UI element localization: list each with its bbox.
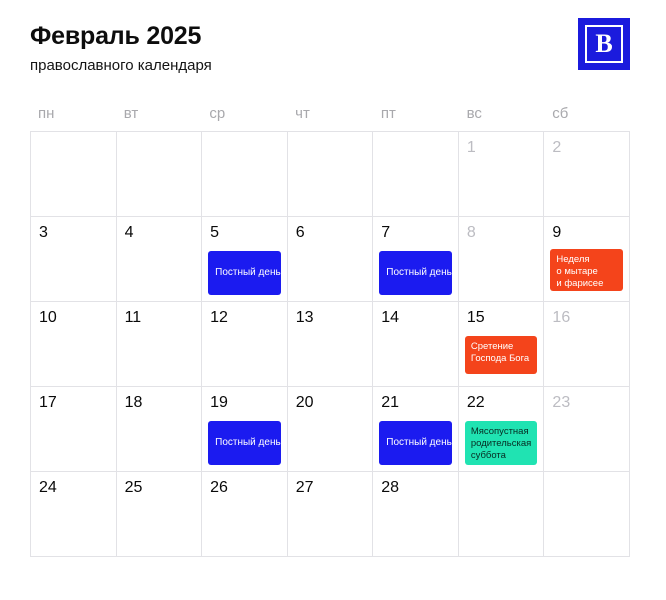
day-number: 24 (39, 478, 57, 496)
calendar-day-cell[interactable] (117, 472, 203, 557)
day-number: 27 (295, 478, 314, 496)
calendar-event-line: Господа Бога (470, 352, 530, 364)
calendar-event-line: Постный день (215, 266, 281, 278)
day-number: 23 (552, 393, 571, 411)
day-number: 15 (466, 308, 485, 326)
weekday-label: вт (123, 104, 139, 122)
day-number: 21 (381, 393, 400, 411)
day-number: 3 (39, 223, 48, 241)
weekday-label: сб (552, 104, 569, 122)
calendar-day-cell[interactable] (288, 387, 374, 472)
calendar-day-cell[interactable] (373, 387, 459, 472)
brand-logo-letter: В (595, 29, 613, 58)
calendar-event-line: Мясопустная (470, 425, 529, 437)
calendar-day-cell[interactable] (544, 387, 630, 472)
day-number: 19 (210, 393, 228, 411)
calendar-day-cell[interactable] (31, 472, 117, 557)
calendar-day-cell[interactable] (202, 302, 288, 387)
calendar-day-cell[interactable] (31, 387, 117, 472)
calendar-event-line: Неделя (556, 253, 590, 265)
calendar-day-cell[interactable] (202, 217, 288, 302)
calendar-cell-empty (373, 132, 459, 217)
day-number: 20 (295, 393, 314, 411)
calendar-event-fast[interactable] (379, 251, 452, 295)
calendar-day-cell[interactable] (117, 217, 203, 302)
day-number: 10 (39, 308, 57, 326)
calendar-cell-empty (544, 472, 630, 557)
day-number: 4 (124, 223, 134, 241)
calendar-day-cell[interactable] (459, 217, 545, 302)
weekday-label: чт (295, 104, 310, 122)
calendar-event-line: Постный день (215, 436, 281, 448)
calendar-event-feast[interactable] (550, 249, 623, 291)
calendar-day-cell[interactable] (288, 217, 374, 302)
day-number: 9 (552, 223, 562, 241)
page-title: Февраль 2025 (30, 22, 202, 50)
calendar-day-cell[interactable] (544, 302, 630, 387)
calendar-cell-empty (117, 132, 203, 217)
day-number: 8 (466, 223, 476, 241)
calendar-event-line: Постный день (386, 436, 452, 448)
calendar-event-parent[interactable] (465, 421, 538, 465)
day-number: 2 (552, 138, 562, 156)
weekday-label: пн (38, 104, 55, 122)
day-number: 17 (39, 393, 57, 411)
calendar-event-line: о мытаре (556, 265, 598, 277)
day-number: 6 (295, 223, 305, 241)
calendar-day-cell[interactable] (117, 302, 203, 387)
calendar-day-cell[interactable] (459, 132, 545, 217)
calendar-day-cell[interactable] (202, 387, 288, 472)
calendar-day-cell[interactable] (31, 217, 117, 302)
calendar-day-cell[interactable] (544, 217, 630, 302)
calendar-event-line: Постный день (386, 266, 452, 278)
weekday-label: ср (209, 104, 226, 122)
calendar-day-cell[interactable] (117, 387, 203, 472)
day-number: 5 (210, 223, 220, 241)
calendar-cell-empty (31, 132, 117, 217)
calendar-day-cell[interactable] (202, 472, 288, 557)
calendar-cell-empty (288, 132, 374, 217)
day-number: 13 (295, 308, 314, 326)
day-number: 26 (210, 478, 228, 496)
day-number: 22 (466, 393, 485, 411)
calendar-day-cell[interactable] (373, 302, 459, 387)
calendar-event-fast[interactable] (208, 421, 281, 465)
calendar-day-cell[interactable] (459, 387, 545, 472)
calendar-weekday-header (30, 106, 630, 131)
calendar-day-cell[interactable] (373, 472, 459, 557)
calendar (30, 106, 630, 557)
calendar-event-fast[interactable] (208, 251, 281, 295)
page-header (30, 22, 630, 75)
day-number: 18 (124, 393, 143, 411)
day-number: 14 (381, 308, 400, 326)
calendar-grid (30, 131, 630, 557)
day-number: 7 (381, 223, 391, 241)
weekday-label: пт (380, 104, 396, 122)
day-number: 25 (124, 478, 143, 496)
calendar-day-cell[interactable] (288, 472, 374, 557)
weekday-label: вс (466, 104, 482, 122)
calendar-day-cell[interactable] (544, 132, 630, 217)
calendar-cell-empty (459, 472, 545, 557)
day-number: 12 (210, 308, 228, 326)
brand-logo-frame (585, 25, 623, 63)
calendar-day-cell[interactable] (31, 302, 117, 387)
brand-logo (578, 18, 630, 70)
day-number: 28 (381, 478, 400, 496)
calendar-event-line: суббота (470, 449, 506, 461)
page-subtitle: православного календаря (30, 56, 212, 74)
calendar-event-feast[interactable] (465, 336, 538, 374)
calendar-day-cell[interactable] (459, 302, 545, 387)
calendar-event-line: и фарисее (556, 277, 604, 289)
calendar-day-cell[interactable] (288, 302, 374, 387)
calendar-event-line: Сретение (470, 340, 514, 352)
calendar-cell-empty (202, 132, 288, 217)
day-number: 11 (124, 308, 142, 326)
calendar-event-line: родительская (470, 437, 532, 449)
calendar-event-fast[interactable] (379, 421, 452, 465)
calendar-day-cell[interactable] (373, 217, 459, 302)
day-number: 1 (466, 138, 476, 156)
day-number: 16 (552, 308, 571, 326)
